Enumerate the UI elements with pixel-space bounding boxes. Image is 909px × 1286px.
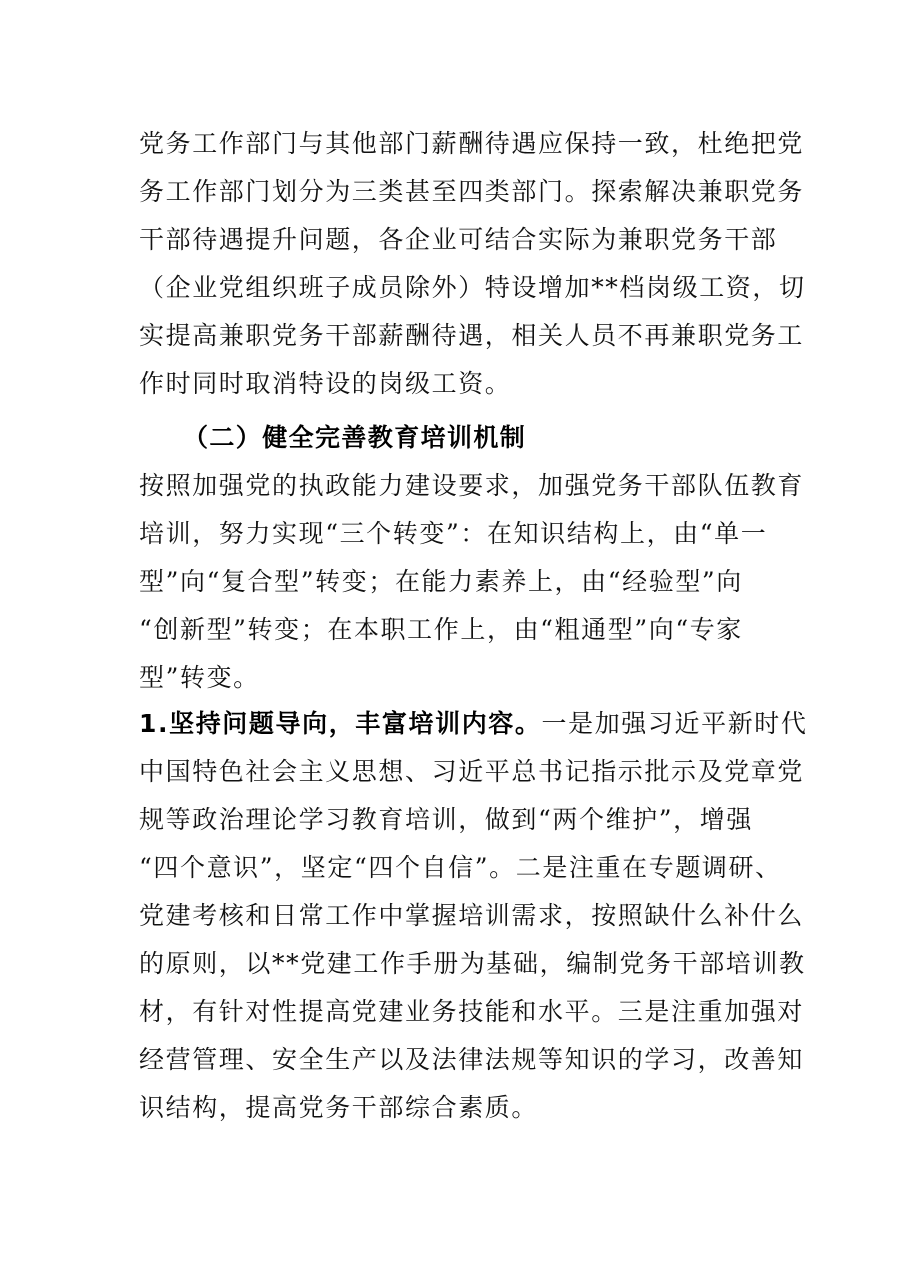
paragraph-line: “创新型”转变；在本职工作上，由“粗通型”向“专家 — [139, 615, 743, 644]
paragraph-line: 培训，努力实现“三个转变”：在知识结构上，由“单一 — [139, 519, 768, 548]
paragraph-line: 经营管理、安全生产以及法律法规等知识的学习，改善知 — [139, 1045, 805, 1074]
subsection-lead: 1.坚持问题导向，丰富培训内容。 — [139, 709, 542, 738]
paragraph-line: 的原则，以**党建工作手册为基础，编制党务干部培训教 — [139, 949, 806, 978]
paragraph-line: 务工作部门划分为三类甚至四类部门。探索解决兼职党务 — [139, 177, 805, 206]
section-heading: （二）健全完善教育培训机制 — [183, 423, 527, 452]
paragraph-line: 作时同时取消特设的岗级工资。 — [139, 369, 512, 398]
paragraph-line: 党建考核和日常工作中掌握培训需求，按照缺什么补什么 — [139, 901, 805, 930]
paragraph-line: “四个意识”，坚定“四个自信”。二是注重在专题调研、 — [139, 853, 782, 882]
paragraph-line: 规等政治理论学习教育培训，做到“两个维护”，增强 — [139, 805, 753, 834]
paragraph-line — [139, 708, 808, 740]
paragraph-line: 按照加强党的执政能力建设要求，加强党务干部队伍教育 — [139, 471, 805, 500]
paragraph-line: 党务工作部门与其他部门薪酬待遇应保持一致，杜绝把党 — [139, 129, 805, 158]
paragraph-line: 实提高兼职党务干部薪酬待遇，相关人员不再兼职党务工 — [139, 321, 805, 350]
paragraph-line: 干部待遇提升问题，各企业可结合实际为兼职党务干部 — [139, 225, 778, 254]
paragraph-line: 型”转变。 — [139, 663, 260, 692]
paragraph-text: 一是加强习近平新时代 — [541, 709, 808, 738]
paragraph-line: 型”向“复合型”转变；在能力素养上，由“经验型”向 — [139, 567, 743, 596]
paragraph-line: 中国特色社会主义思想、习近平总书记指示批示及党章党 — [139, 757, 805, 786]
paragraph-line: 材，有针对性提高党建业务技能和水平。三是注重加强对 — [139, 997, 805, 1026]
paragraph-line: （企业党组织班子成员除外）特设增加**档岗级工资，切 — [139, 273, 806, 302]
paragraph-line: 识结构，提高党务干部综合素质。 — [139, 1093, 539, 1122]
